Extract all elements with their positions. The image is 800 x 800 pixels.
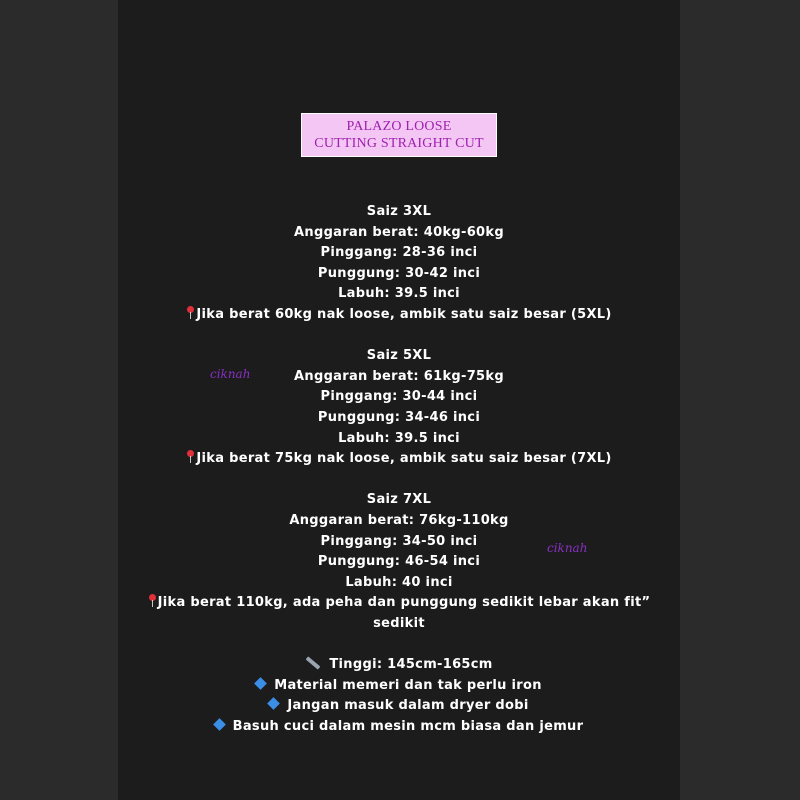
size-note	[118, 593, 680, 614]
size-note-text: Jika berat 110kg, ada peha dan punggung sedikit lebar akan fit”	[157, 595, 651, 611]
height-range	[118, 655, 680, 676]
pushpin-icon	[186, 450, 195, 463]
hip-measure: Punggung: 34-46 inci	[317, 409, 481, 425]
size-block-3xl	[118, 202, 680, 326]
size-label: Saiz 7XL	[366, 492, 432, 508]
length-measure: Labuh: 39.5 inci	[338, 286, 460, 302]
length-measure: Labuh: 40 inci	[345, 574, 453, 590]
title-line-2: CUTTING STRAIGHT CUT	[314, 136, 484, 151]
size-block-5xl	[118, 346, 680, 470]
pushpin-icon	[148, 594, 157, 607]
spacer	[118, 326, 680, 347]
watermark: ciknah	[210, 367, 251, 381]
blue-diamond-icon	[268, 697, 281, 710]
weight-range: Anggaran berat: 40kg-60kg	[294, 224, 504, 240]
hip-measure: Punggung: 46-54 inci	[317, 554, 481, 570]
weight-range: Anggaran berat: 76kg-110kg	[289, 512, 509, 528]
blue-diamond-icon	[254, 677, 267, 690]
care-note-text: Jangan masuk dalam dryer dobi	[287, 698, 529, 714]
length-measure: Labuh: 39.5 inci	[338, 430, 460, 446]
waist-measure: Pinggang: 30-44 inci	[320, 389, 478, 405]
title-box	[301, 113, 497, 157]
size-note-text: Jika berat 60kg nak loose, ambik satu saiz besar (5XL)	[196, 306, 612, 322]
size-label: Saiz 3XL	[366, 204, 432, 219]
care-note	[118, 696, 680, 717]
waist-measure: Pinggang: 34-50 inci	[320, 533, 478, 549]
pushpin-icon	[186, 306, 195, 319]
height-text: Tinggi: 145cm-165cm	[329, 657, 493, 673]
size-note	[118, 305, 680, 326]
weight-range: Anggaran berat: 61kg-75kg	[294, 368, 504, 384]
size-guide-text	[118, 202, 680, 737]
size-label: Saiz 5XL	[366, 348, 432, 364]
care-note-text: Basuh cuci dalam mesin mcm biasa dan jemur	[232, 718, 584, 734]
spacer	[118, 470, 680, 491]
care-note	[118, 717, 680, 738]
ruler-icon	[306, 656, 321, 669]
extras-block	[118, 655, 680, 737]
care-note-text: Material memeri dan tak perlu iron	[274, 677, 542, 693]
spacer	[118, 634, 680, 655]
hip-measure: Punggung: 30-42 inci	[317, 265, 481, 281]
size-block-7xl	[118, 490, 680, 634]
size-note-text: Jika berat 75kg nak loose, ambik satu saiz besar (7XL)	[196, 451, 612, 467]
waist-measure: Pinggang: 28-36 inci	[320, 245, 478, 261]
size-note	[118, 449, 680, 470]
blue-diamond-icon	[213, 718, 226, 731]
size-note-continuation: sedikit	[373, 615, 425, 631]
watermark: ciknah	[547, 541, 588, 555]
care-note	[118, 676, 680, 697]
title-line-1: PALAZO LOOSE	[346, 119, 452, 134]
